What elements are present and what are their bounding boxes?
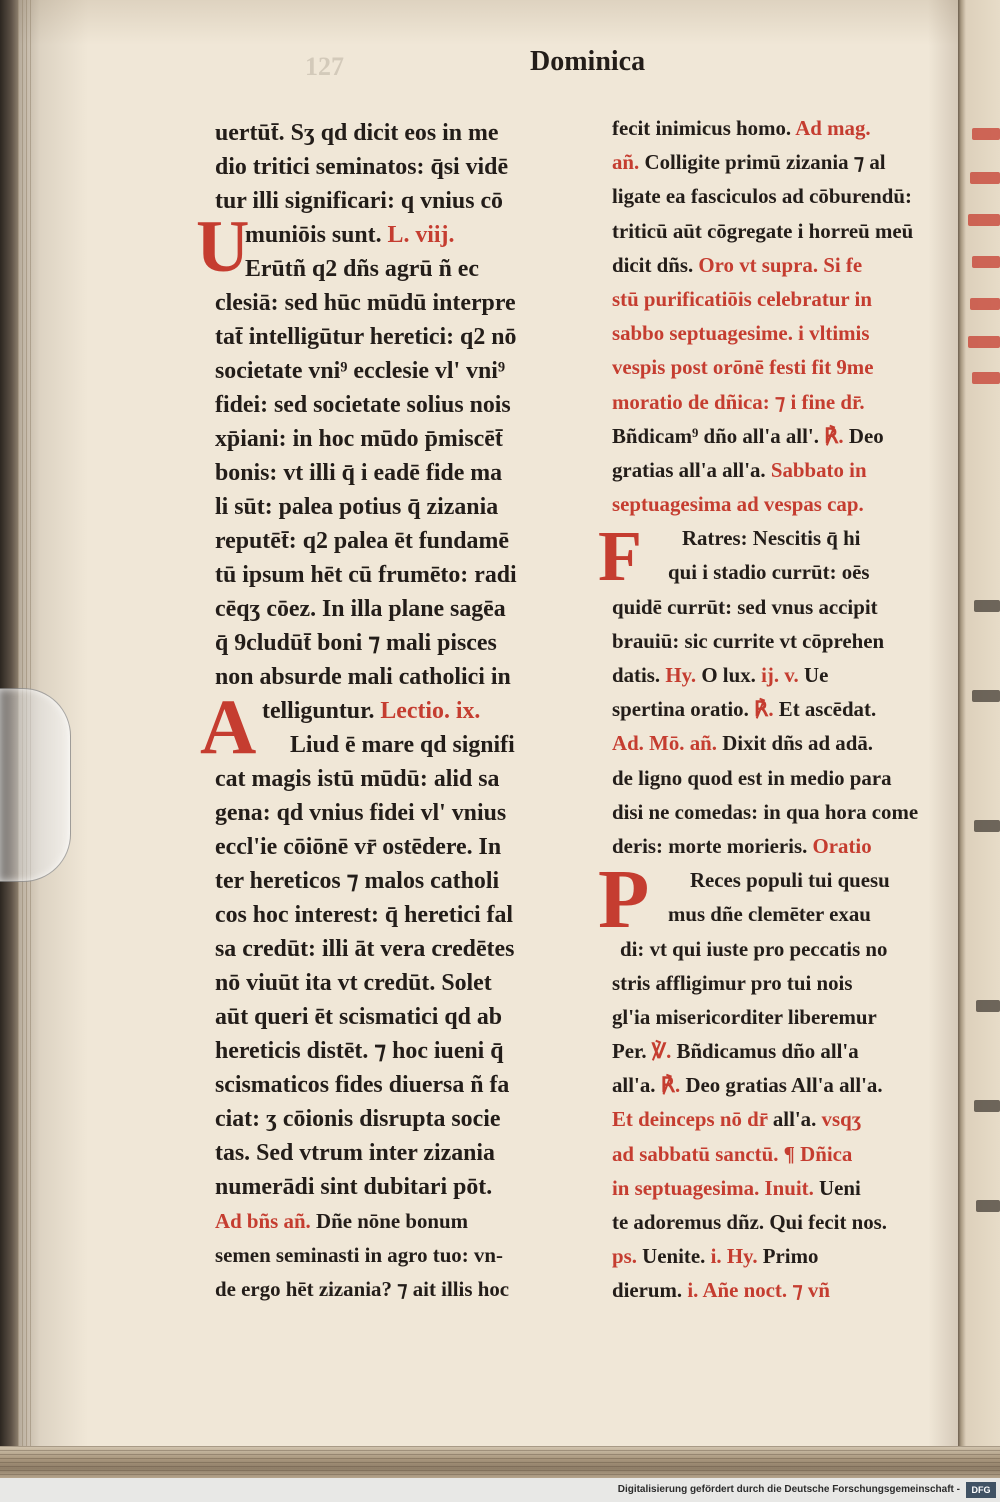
text-line [690, 863, 941, 897]
text-line [612, 658, 941, 692]
body-text: Ueni [819, 1175, 861, 1200]
text-line [612, 282, 941, 316]
body-text: tat̄ intelligūtur heretici: q2 nō [215, 324, 517, 350]
body-text: uertūt̄. Sʒ qd dicit eos in me [215, 120, 499, 146]
next-page-fragment [972, 256, 1000, 268]
text-line [668, 897, 941, 931]
rubric-text: Ad mag. [795, 116, 871, 140]
next-page-fragment [974, 600, 1000, 612]
body-text: O lux. [701, 663, 756, 687]
body-text: disi ne comedas: in qua hora come [612, 799, 919, 824]
body-text: q̄ 9cludūt̄ boni ⁊ mali pisces [215, 630, 497, 656]
text-line [612, 179, 941, 213]
book-bottom-edge [0, 1446, 1000, 1478]
body-text: Uenite. [642, 1244, 706, 1269]
body-text: spertina oratio. [612, 697, 749, 722]
text-line [215, 1068, 578, 1102]
digitization-footer [0, 1478, 1000, 1502]
text-line [612, 1171, 941, 1205]
text-line [215, 354, 578, 388]
text-line [215, 388, 578, 422]
text-line [612, 692, 941, 726]
text-line [215, 116, 578, 150]
body-text: reputēt̄: q2 palea ēt fundamē [215, 528, 509, 554]
text-line [612, 1102, 941, 1136]
body-text: mus dñe clemēter exau [668, 902, 871, 927]
body-text: Dixit dñs ad adā. [722, 731, 873, 756]
rubric-text: i. Hy. [710, 1244, 758, 1269]
body-text: cat magis istū mūdū: alid sa [215, 766, 500, 792]
text-line [612, 624, 941, 658]
body-text: Reces populi tui quesu [690, 868, 890, 893]
text-line [215, 524, 578, 558]
text-line [215, 932, 578, 966]
text-line [215, 660, 578, 694]
rubric-text: vsqʒ [821, 1107, 862, 1132]
red-initial: P [598, 853, 650, 946]
rubric-text: Ad. Mō. añ. [612, 731, 717, 756]
body-text: Bñdicamus dño all'a [676, 1039, 859, 1064]
text-line [612, 145, 941, 179]
body-text: dierum. [612, 1278, 683, 1303]
body-text: non absurde mali catholici in [215, 664, 511, 690]
text-line [215, 150, 578, 184]
body-text: Primo [762, 1244, 819, 1269]
body-text: sa credūt: illi āt vera credētes [215, 936, 515, 962]
text-line [612, 1273, 941, 1307]
rubric-text: ad sabbatū sanctū. ¶ Dñica [612, 1141, 853, 1166]
text-line [612, 453, 941, 487]
body-text: tas. Sed vtrum inter zizania [215, 1140, 495, 1166]
body-text: Deo [848, 423, 884, 448]
rubric-text: moratio de dñica: ⁊ i fine dr̄. [612, 389, 865, 414]
rubric-text: septuagesima ad vespas cap. [612, 492, 864, 517]
text-line [215, 490, 578, 524]
body-text: qui i stadio currūt: oēs [668, 560, 870, 585]
text-line [612, 966, 941, 1000]
text-line [215, 286, 578, 320]
next-page-fragment [972, 372, 1000, 384]
body-text: ter hereticos ⁊ malos catholi [215, 868, 500, 894]
rubric-text: ij. v. [761, 663, 799, 687]
rubric-text: stū purificatiōis celebratur in [612, 286, 872, 311]
text-line [245, 252, 578, 286]
body-text: deris: morte morieris. [612, 833, 808, 858]
body-text: clesiā: sed hūc mūdū interpre [215, 290, 516, 316]
body-text: eccl'ie cōiōnē vr̄ ostēdere. In [215, 834, 502, 860]
body-text: scismaticos fides diuersa ñ fa [215, 1072, 510, 1098]
next-page-fragment [976, 1000, 1000, 1012]
rubric-text: i. Añe noct. ⁊ vñ [687, 1278, 830, 1303]
body-text: telliguntur. [262, 698, 375, 724]
body-text: semen seminasti in agro tuo: vn- [215, 1243, 503, 1267]
text-line [215, 626, 578, 660]
next-page-fragment [972, 690, 1000, 702]
text-line [290, 728, 578, 762]
text-line [215, 1272, 578, 1306]
rubric-text: Et deinceps nō dr̄ [612, 1107, 768, 1132]
body-text: Per. [612, 1039, 647, 1064]
body-text: de ergo hēt zizania? ⁊ ait illis hoc [215, 1277, 510, 1301]
next-page-fragment [974, 1100, 1000, 1112]
body-text: dio tritici seminatos: q̄si vidē [215, 154, 509, 180]
left-text-column [215, 116, 580, 1306]
text-line [612, 1137, 941, 1171]
body-text: ciat: ʒ cōionis disrupta socie [215, 1106, 501, 1132]
text-line [612, 1034, 941, 1068]
next-page-fragment [974, 820, 1000, 832]
running-title: Dominica [530, 46, 646, 77]
text-line [262, 694, 578, 728]
text-line [612, 1239, 941, 1273]
right-text-column [612, 111, 943, 1308]
rubric-text: Lectio. ix. [380, 698, 481, 724]
rubric-text: Ad bñs añ. [215, 1209, 311, 1233]
text-line [215, 1000, 578, 1034]
body-text: Ratres: Nescitis q̄ hi [682, 526, 861, 551]
show-through-folio: 127 [305, 52, 344, 81]
rubric-text: Hy. [665, 663, 697, 687]
body-text: di: vt qui iuste pro peccatis no [620, 936, 888, 961]
text-line [612, 248, 941, 282]
red-initial: A [200, 683, 257, 770]
text-line [668, 555, 941, 589]
text-line [612, 829, 941, 863]
next-page-fragment [968, 214, 1000, 226]
body-text: fidei: sed societate solius nois [215, 392, 511, 418]
body-text: te adoremus dñz. Qui fecit nos. [612, 1210, 888, 1234]
rubric-text: ps. [612, 1244, 637, 1269]
body-text: datis. [612, 663, 661, 687]
body-text: quidē currūt: sed vnus accipit [612, 594, 878, 619]
binding-clip [0, 688, 71, 882]
body-text: Liud ē mare qd signifi [290, 732, 515, 758]
text-line [612, 1068, 941, 1102]
rubric-text: ℟. [660, 1073, 681, 1098]
rubric-text: Sabbato in [770, 457, 867, 482]
text-line [215, 184, 578, 218]
text-line [612, 795, 941, 829]
body-text: cēqʒ cōez. In illa plane sagēa [215, 596, 506, 622]
next-page-fragment [976, 1200, 1000, 1212]
text-line [612, 761, 941, 795]
text-line [215, 558, 578, 592]
text-line [245, 218, 578, 252]
body-text: tur illi significari: q vnius cō [215, 188, 504, 214]
rubric-text: añ. [612, 150, 640, 175]
body-text: Ue [803, 663, 829, 687]
body-text: nō viuūt ita vt credūt. Solet [215, 970, 492, 996]
next-page-fragment [972, 128, 1000, 140]
body-text: Dñe nōne bonum [316, 1209, 469, 1233]
body-text: gl'ia misericorditer liberemur [612, 1004, 877, 1029]
body-text: gena: qd vnius fidei vl' vnius [215, 800, 507, 826]
body-text: gratias all'a all'a. [612, 457, 766, 482]
text-line [612, 487, 941, 521]
body-text: brauiū: sic currite vt cōprehen [612, 628, 885, 653]
rubric-text: ℣. [651, 1039, 672, 1064]
text-line [620, 932, 941, 966]
text-line [215, 1034, 578, 1068]
body-text: aūt queri ēt scismatici qd ab [215, 1004, 503, 1030]
text-line [215, 1136, 578, 1170]
rubric-text: Oratio [812, 833, 872, 858]
body-text: Et ascēdat. [778, 697, 877, 722]
body-text: Colligite primū zizania ⁊ al [644, 150, 886, 175]
next-page-edge [958, 0, 1000, 1446]
body-text: li sūt: palea potius q̄ zizania [215, 494, 499, 520]
rubric-text: in septuagesima. Inuit. [612, 1175, 814, 1200]
text-line [612, 1000, 941, 1034]
body-text: hereticis distēt. ⁊ hoc iueni q̄ [215, 1038, 504, 1064]
body-text: triticū aūt cōgregate i horreū meū [612, 218, 914, 243]
text-line [215, 320, 578, 354]
text-line [215, 456, 578, 490]
text-line [215, 1102, 578, 1136]
body-text: muniōis sunt. [245, 222, 382, 248]
text-line [612, 214, 941, 248]
body-text: stris affligimur pro tui nois [612, 970, 853, 995]
next-page-fragment [968, 336, 1000, 348]
body-text: bonis: vt illi q̄ i eadē fide ma [215, 460, 503, 486]
red-initial: U [196, 206, 250, 288]
rubric-text: sabbo septuagesime. i vltimis [612, 321, 870, 346]
text-line [215, 864, 578, 898]
text-line [215, 796, 578, 830]
rubric-text: ℟. [824, 423, 844, 448]
text-line [215, 592, 578, 626]
body-text: dicit dñs. [612, 252, 694, 277]
body-text: Deo gratias All'a all'a. [685, 1073, 883, 1098]
rubric-text: ℟. [754, 697, 774, 722]
text-line [612, 590, 941, 624]
body-text: Erūtñ q2 dñs agrū ñ ec [245, 256, 479, 282]
text-line [215, 1170, 578, 1204]
rubric-text: vespis post orōnē festi fit 9me [612, 355, 874, 380]
body-text: Bñdicam⁹ dño all'a all'. [612, 423, 819, 448]
text-line [612, 350, 941, 384]
next-page-fragment [970, 172, 1000, 184]
body-text: de ligno quod est in medio para [612, 765, 892, 790]
body-text: all'a. [612, 1073, 656, 1098]
body-text: societate vni⁹ ecclesie vl' vni⁹ [215, 358, 506, 384]
body-text: tū ipsum hēt cū frumēto: radi [215, 562, 517, 588]
red-initial: F [598, 516, 642, 596]
text-line [612, 316, 941, 350]
dfg-logo: DFG [966, 1482, 996, 1498]
footer-credit: Digitalisierung gefördert durch die Deutsche Forschungsgemeinschaft - [617, 1484, 960, 1495]
body-text: all'a. [772, 1107, 817, 1132]
text-line [612, 1205, 941, 1239]
text-line [612, 385, 941, 419]
body-text: fecit inimicus homo. [612, 116, 792, 140]
body-text: xp̄iani: in hoc mūdo p̄miscēt̄ [215, 426, 503, 452]
rubric-text: L. viij. [387, 222, 455, 248]
text-line [215, 830, 578, 864]
text-line [612, 419, 941, 453]
body-text: numerādi sint dubitari pōt. [215, 1174, 493, 1200]
text-line [682, 521, 941, 555]
body-text: cos hoc interest: q̄ heretici fal [215, 902, 514, 928]
text-line [612, 111, 941, 145]
rubric-text: Oro vt supra. Si fe [698, 252, 863, 277]
text-line [215, 762, 578, 796]
text-line [612, 726, 941, 760]
text-line [215, 898, 578, 932]
next-page-fragment [970, 298, 1000, 310]
text-line [215, 422, 578, 456]
text-line [215, 1238, 578, 1272]
text-line [215, 1204, 578, 1238]
text-line [215, 966, 578, 1000]
body-text: ligate ea fasciculos ad cōburendū: [612, 184, 912, 209]
